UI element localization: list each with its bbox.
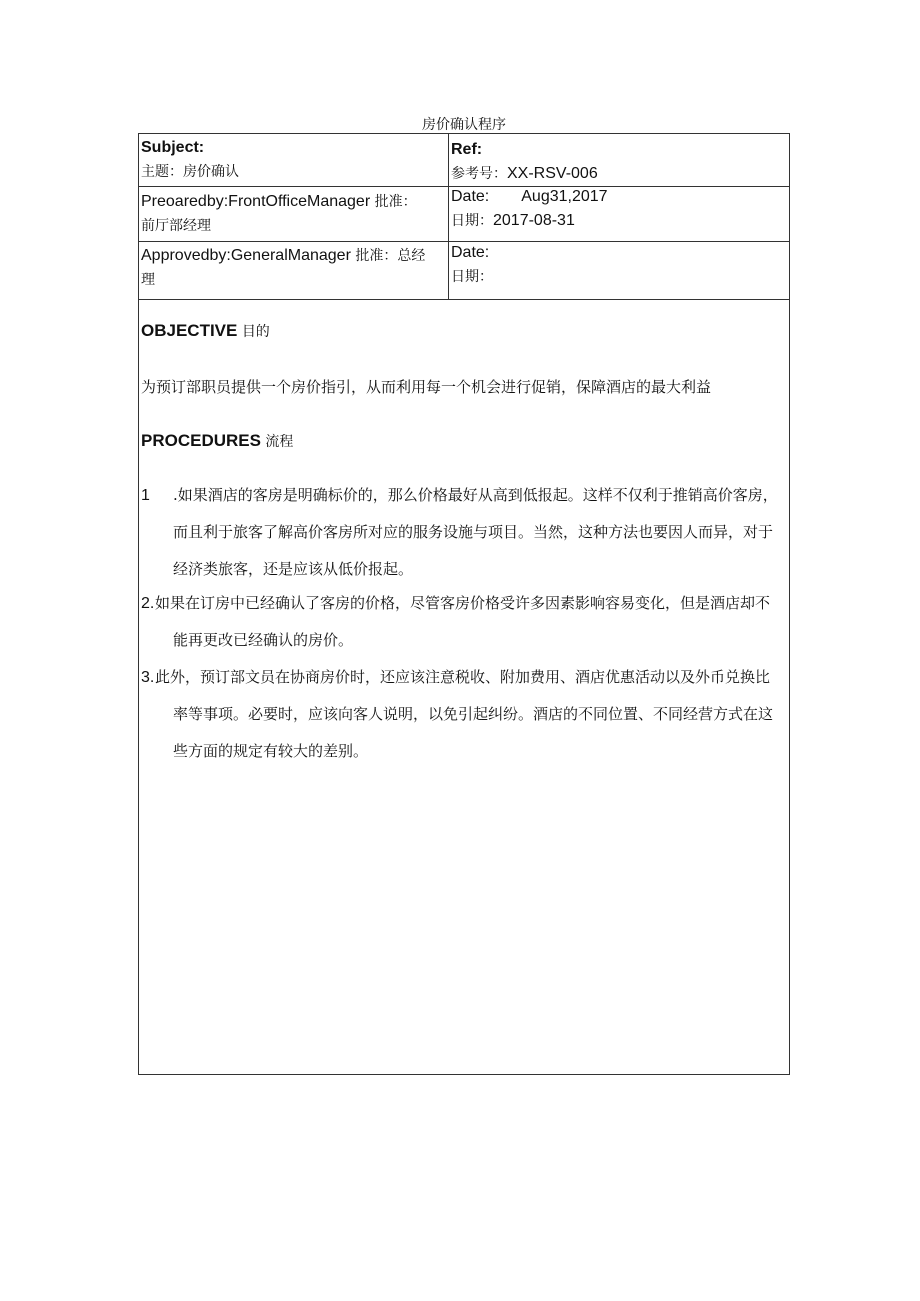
prepared-by-cn: 批准：: [374, 194, 417, 210]
approved-by-cn: 批准：总经: [355, 248, 426, 264]
ref-line: [451, 162, 598, 186]
date1-cn-line: [451, 209, 608, 233]
approved-by-cn-title: 理: [141, 272, 155, 288]
procedure-item-3-line-1: 此外，预订部文员在协商房价时，还应该注意税收、附加费用、酒店优惠活动以及外币兑换比: [155, 668, 771, 686]
subject-label: Subject:: [141, 139, 205, 156]
procedure-item-1: [139, 477, 789, 588]
ref-label: Ref:: [451, 141, 483, 158]
procedure-item-2-line-2: 能再更改已经确认的房价。: [173, 631, 354, 649]
date1-line: [451, 185, 608, 209]
objective-heading-en: OBJECTIVE: [141, 321, 238, 340]
procedure-item-3-line-3: 些方面的规定有较大的差别。: [173, 742, 369, 760]
prepared-by-cn-title: 前厅部经理: [141, 218, 211, 234]
date1-cell: [451, 185, 608, 233]
procedure-item-1-number: 1: [141, 487, 150, 504]
procedure-item-3-line-2: 率等事项。必要时，应该向客人说明，以免引起纠纷。酒店的不同位置、不同经营方式在这: [173, 705, 774, 723]
ref-cell: [451, 138, 598, 186]
approved-line: [141, 244, 425, 268]
document-title: 房价确认程序: [422, 117, 506, 133]
procedure-item-2: [139, 585, 789, 659]
procedure-item-3-number: 3.: [141, 669, 155, 686]
prepared-cell: [141, 190, 417, 238]
procedures-heading: [141, 431, 293, 451]
procedure-item-1-line-2: 而且利于旅客了解高价客房所对应的服务设施与项目。当然，这种方法也要因人而异，对于: [173, 523, 774, 541]
subject-cell: [141, 136, 239, 184]
procedure-item-2-line-1: 如果在订房中已经确认了客房的价格，尽管客房价格受许多因素影响容易变化，但是酒店却不: [155, 594, 771, 612]
date1-cn-value: 2017-08-31: [493, 212, 575, 229]
objective-text: 为预订部职员提供一个房价指引，从而利用每一个机会进行促销，保障酒店的最大利益: [141, 378, 712, 396]
ref-prefix: 参考号：: [451, 166, 507, 182]
document-frame: [138, 133, 790, 1075]
procedures-heading-cn: 流程: [265, 434, 294, 450]
objective-heading: [141, 321, 270, 341]
ref-value: XX-RSV-006: [507, 165, 598, 182]
prepared-by-en: Preoaredby:FrontOfficeManager: [141, 193, 371, 210]
procedure-item-1-line-3: 经济类旅客，还是应该从低价报起。: [173, 560, 414, 578]
date2-cn-label: 日期：: [451, 269, 493, 285]
approved-cell: [141, 244, 425, 292]
date2-label: Date:: [451, 244, 490, 261]
procedure-item-1-line-1: .如果酒店的客房是明确标价的，那么价格最好从高到低报起。这样不仅利于推销高价客房，: [173, 486, 778, 504]
date1-label: Date:: [451, 188, 490, 205]
objective-heading-cn: 目的: [241, 324, 270, 340]
date1-value: Aug31,2017: [521, 188, 608, 205]
date2-cell: [451, 241, 493, 289]
header-column-divider: [448, 134, 449, 299]
subject-value: 主题：房价确认: [141, 164, 239, 180]
approved-by-en: Approvedby:GeneralManager: [141, 247, 351, 264]
procedure-item-2-number: 2.: [141, 595, 155, 612]
prepared-line: [141, 190, 417, 214]
date1-cn-label: 日期：: [451, 213, 493, 229]
procedure-item-3: [139, 659, 789, 770]
procedures-heading-en: PROCEDURES: [141, 431, 261, 450]
